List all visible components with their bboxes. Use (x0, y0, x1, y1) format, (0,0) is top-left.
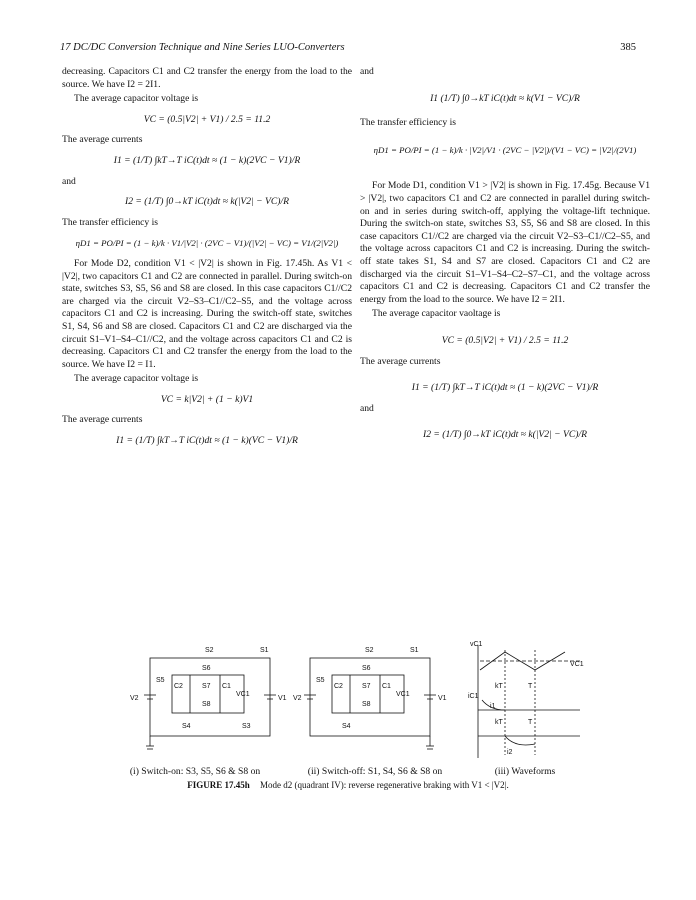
right-paragraph-5: The average currents (360, 355, 441, 367)
label-s1: S1 (260, 647, 269, 654)
left-paragraph-1: decreasing. Capacitors C1 and C2 transfer the energy from the load to the source. We have I2 = 2I1. (62, 66, 352, 90)
label-s5: S5 (156, 677, 165, 684)
wave-vc1-axis: vC1 (470, 641, 483, 648)
figure-caption-text: Mode d2 (quadrant IV): reverse regenerative braking with V1 < |V2|. (260, 780, 509, 790)
label-v1: V1 (278, 695, 287, 702)
left-equation-6: I1 = (1/T) ∫kT→T iC(t)dt ≈ (1 − k)(VC − V1)/R (116, 435, 298, 447)
label-s6-ii: S6 (362, 665, 371, 672)
running-header: 17 DC/DC Conversion Technique and Nine Series LUO-Converters (60, 42, 345, 53)
subcaption-switch-off: (ii) Switch-off: S1, S4, S6 & S8 on (307, 766, 443, 777)
label-s7: S7 (202, 683, 211, 690)
label-s6: S6 (202, 665, 211, 672)
left-equation-4: ηD1 = PO/PI = (1 − k)/k · V1/|V2| · (2VC − V1)/(|V2| − VC) = V1/(2|V2|) (75, 238, 339, 249)
label-v2-ii: V2 (293, 695, 302, 702)
right-paragraph-1: and (360, 66, 374, 77)
right-equation-1: I1 (1/T) ∫0→kT iC(t)dt ≈ k(V1 − VC)/R (430, 92, 580, 104)
figure-17-45h (110, 640, 590, 765)
left-equation-1: VC = (0.5|V2| + V1) / 2.5 = 11.2 (143, 113, 271, 125)
right-equation-5: I2 = (1/T) ∫0→kT iC(t)dt ≈ k(|V2| − VC)/R (423, 429, 587, 441)
left-equation-3: I2 = (1/T) ∫0→kT iC(t)dt ≈ k(|V2| − VC)/R (125, 196, 289, 208)
left-paragraph-5: The transfer efficiency is (62, 216, 158, 228)
left-column (62, 66, 352, 456)
label-s2: S2 (205, 647, 214, 654)
right-equation-4: I1 = (1/T) ∫kT→T iC(t)dt ≈ (1 − k)(2VC − V1)/R (411, 382, 599, 394)
waveforms (468, 641, 584, 758)
right-paragraph-4: The average capacitor vaoltage is (372, 308, 501, 320)
label-v2: V2 (130, 695, 139, 702)
label-s2-ii: S2 (365, 647, 374, 654)
wave-t-1: T (528, 683, 533, 690)
figure-caption (60, 780, 636, 790)
wave-vc1-level: VC1 (570, 661, 584, 668)
subcaption-switch-on: (i) Switch-on: S3, S5, S6 & S8 on (129, 766, 261, 777)
right-paragraph-6: and (360, 402, 374, 414)
label-vc1: VC1 (236, 691, 250, 698)
left-paragraph-4: and (62, 175, 76, 187)
wave-ic1: iC1 (468, 693, 479, 700)
right-column (360, 66, 650, 450)
label-s7-ii: S7 (362, 683, 371, 690)
wave-t-2: T (528, 719, 533, 726)
circuit-switch-on (130, 647, 287, 749)
label-c1: C1 (222, 683, 231, 690)
left-equation-2: I1 = (1/T) ∫kT→T iC(t)dt ≈ (1 − k)(2VC − V1)/R (113, 154, 301, 166)
right-equation-2: ηD1 = PO/PI = (1 − k)/k · |V2|/V1 · (2VC − |V2|)/(V1 − VC) = |V2|/(2V1) (373, 144, 637, 155)
left-paragraph-7: The average capacitor voltage is (74, 373, 199, 385)
wave-kt-2: kT (495, 719, 503, 726)
label-s1-ii: S1 (410, 647, 419, 654)
right-paragraph-2: The transfer efficiency is (360, 117, 456, 129)
label-c2: C2 (174, 683, 183, 690)
label-c1-ii: C1 (382, 683, 391, 690)
figure-caption-label: FIGURE 17.45h (187, 780, 250, 790)
right-paragraph-3: For Mode D1, condition V1 > |V2| is shown in Fig. 17.45g. Because V1 > |V2|, two capacitors C1 and C2 are connected in parallel during switch-on and in series during switch-off, applying the voltage-lift technique. During the switch-on state, switches S3, S5, S6 and S8 are closed. In this case capacitors C1//C2 are charged via the circuit V2–S3–C1//C2–S5, and the voltage across capacitors C1 and C2 is increasing. During the switch-off state takes S1, S4 and S7 are closed. Capacitors C1 and C2 are discharged via the circuit S1–V1–S4–C2–S7–C1, and the voltage across capacitors C1 and C2 is decreasing. Capacitors C1 and C2 transfer the energy from the load to the source. We have I2 = 2I1. (360, 180, 650, 305)
circuit-switch-off (293, 647, 447, 749)
subcaption-waveforms: (iii) Waveforms (494, 766, 556, 777)
left-paragraph-8: The average currents (62, 414, 143, 426)
label-vc1-ii: VC1 (396, 691, 410, 698)
label-s8-ii: S8 (362, 701, 371, 708)
label-s3: S3 (242, 723, 251, 730)
label-v1-ii: V1 (438, 695, 447, 702)
right-equation-3: VC = (0.5|V2| + V1) / 2.5 = 11.2 (441, 334, 569, 346)
left-paragraph-3: The average currents (62, 134, 143, 146)
left-equation-5: VC = k|V2| + (1 − k)V1 (160, 393, 254, 405)
page-number: 385 (620, 42, 636, 53)
label-s5-ii: S5 (316, 677, 325, 684)
left-paragraph-6: For Mode D2, condition V1 < |V2| is shown in Fig. 17.45h. As V1 < |V2|, two capacitors C1 and C2 are connected in parallel. During switch-on state, switches S3, S5, S6 and S8 are closed. In this case capacitors C1//C2 are charged via the circuit V2–S3–C1//C2–S5, and the voltage across capacitors C1 and C2 is increasing. During the switch-off state, switches S1, S4, S6 and S8 are closed. Capacitors C1 and C2 are discharged via the circuit S1–V1–S4–C1//C2, and the voltage across capacitors C1 and C2 is decreasing. Capacitors C1 and C2 transfer the energy from the load to the source. We have I2 = I1. (62, 257, 352, 370)
wave-kt-1: kT (495, 683, 503, 690)
left-paragraph-2: The average capacitor voltage is (74, 93, 199, 105)
label-s4: S4 (182, 723, 191, 730)
wave-i1: i1 (490, 703, 496, 710)
label-s8: S8 (202, 701, 211, 708)
label-c2-ii: C2 (334, 683, 343, 690)
label-s4-ii: S4 (342, 723, 351, 730)
wave-i2: i2 (507, 749, 513, 756)
